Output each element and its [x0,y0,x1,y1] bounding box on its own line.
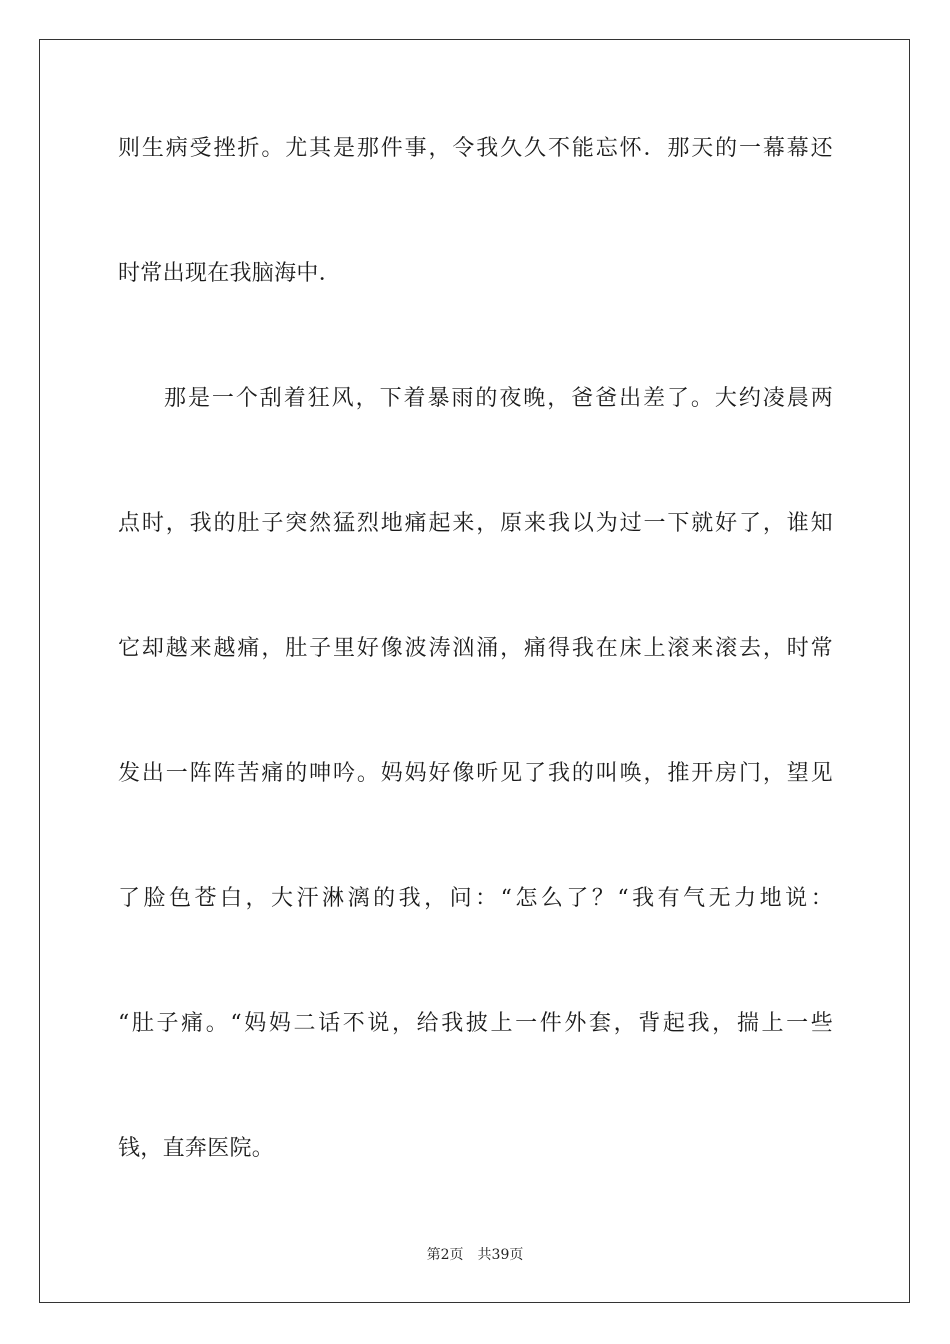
total-pages: 共39页 [477,1247,524,1263]
body-text-line: 那是一个刮着狂风，下着暴雨的夜晚，爸爸出差了。大约凌晨两 [164,386,833,411]
body-text-line: 点时，我的肚子突然猛烈地痛起来，原来我以为过一下就好了，谁知 [118,511,833,536]
body-text-line: “肚子痛。“妈妈二话不说，给我披上一件外套，背起我，揣上一些 [118,1011,833,1036]
body-text-line: 钱，直奔医院。 [118,1136,275,1161]
body-text-line: 发出一阵阵苦痛的呻吟。妈妈好像听见了我的叫唤，推开房门，望见 [118,761,833,786]
page-border [39,39,910,1303]
body-text-line: 它却越来越痛，肚子里好像波涛汹涌，痛得我在床上滚来滚去，时常 [118,636,833,661]
body-text-line: 则生病受挫折。尤其是那件事，令我久久不能忘怀．那天的一幕幕还 [118,136,833,161]
page-footer [0,1245,950,1265]
body-text-line: 时常出现在我脑海中． [118,261,342,286]
page-number: 第2页 [426,1247,464,1263]
body-text-line: 了脸色苍白，大汗淋漓的我，问：“怎么了？“我有气无力地说： [118,886,833,911]
